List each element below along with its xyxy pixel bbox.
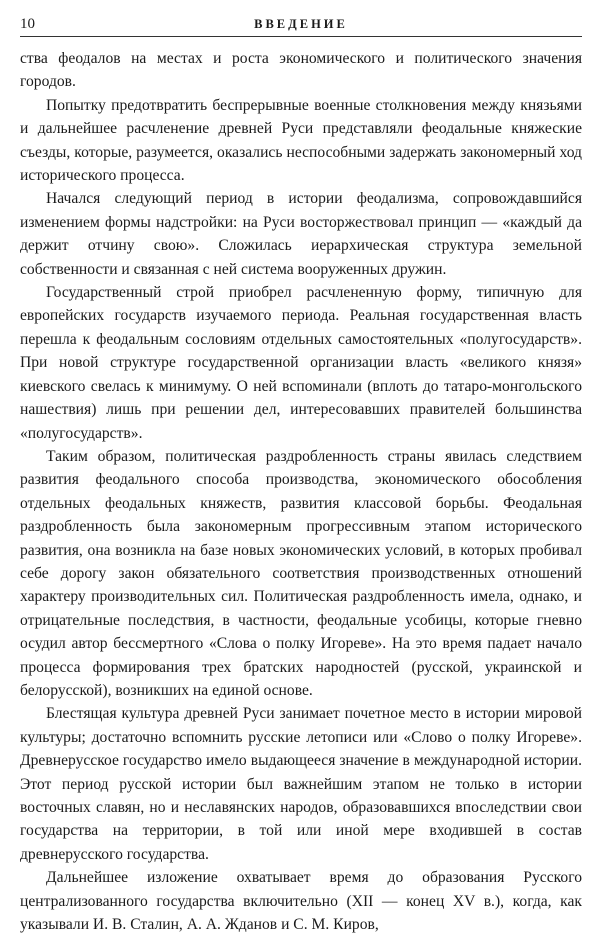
body-text xyxy=(20,47,582,936)
paragraph-continued: ства феодалов на местах и роста экономического и политического значения городов. xyxy=(20,50,582,91)
paragraph-state-structure: Государственный строй приобрел расчлененную форму, типичную для европейских государств изучаемого периода. Реальная государственная власть перешла к феодальным сословиям отдельных самостоятельных «полугосударств». При новой структуре государственной организации власть «великого князя» киевского свелась к минимуму. О ней вспоминали (вплоть до татаро-монгольского нашествия) лишь при решении дел, интересовавших правителей большинства «полугосударств». xyxy=(20,284,582,442)
paragraph-fragmentation: Таким образом, политическая раздробленность страны явилась следствием развития феодального способа производства, экономического обособления отдельных феодальных княжеств, развития классовой борьбы. Феодальная раздробленность была закономерным прогрессивным этапом исторического развития, она возникла на базе новых экономических условий, в которых пробивал себе дорогу закон обязательного соответствия производственных отношений характеру производительных сил. Политическая раздробленность имела, однако, и отрицательные последствия, в частности, феодальные усобицы, которые гневно осудил автор бессмертного «Слова о полку Игореве». На это время падает начало процесса формирования трех братских народностей (русской, украинской и белорусской), возникших на единой основе. xyxy=(20,447,582,699)
paragraph-culture: Блестящая культура древней Руси занимает почетное место в истории мировой культуры; достаточно вспомнить русские летописи или «Слово о полку Игореве». Древнерусское государство имело выдающееся значение в международной истории. Этот период русской истории был важнейшим этапом не только в истории восточных славян, но и неславянских народов, образовавшихся впоследствии свои государства на территории, в той или иной мере входившей в состав древнерусского государства. xyxy=(20,705,582,863)
page-number: 10 xyxy=(20,16,35,32)
paragraph-new-period: Начался следующий период в истории феодализма, сопровождавшийся изменением формы надстройки: на Руси восторжествовал принцип — «каждый да держит отчину свою». Сложилась иерархическая структура земельной собственности и связанная с ней система вооруженных дружин. xyxy=(20,190,582,278)
running-header xyxy=(20,14,582,37)
section-title: ВВЕДЕНИЕ xyxy=(254,17,348,31)
paragraph-further-exposition: Дальнейшее изложение охватывает время до образования Русского централизованного государства включительно (XII — конец XV в.), когда, как указывали И. В. Сталин, А. А. Жданов и С. М. Киров, xyxy=(20,869,582,934)
book-page xyxy=(20,14,582,936)
paragraph-princely-congresses: Попытку предотвратить беспрерывные военные столкновения между князьями и дальнейшее расчленение древней Руси представляли феодальные княжеские съезды, которые, разумеется, оказались неспособными задержать закономерный ход исторического процесса. xyxy=(20,96,582,185)
